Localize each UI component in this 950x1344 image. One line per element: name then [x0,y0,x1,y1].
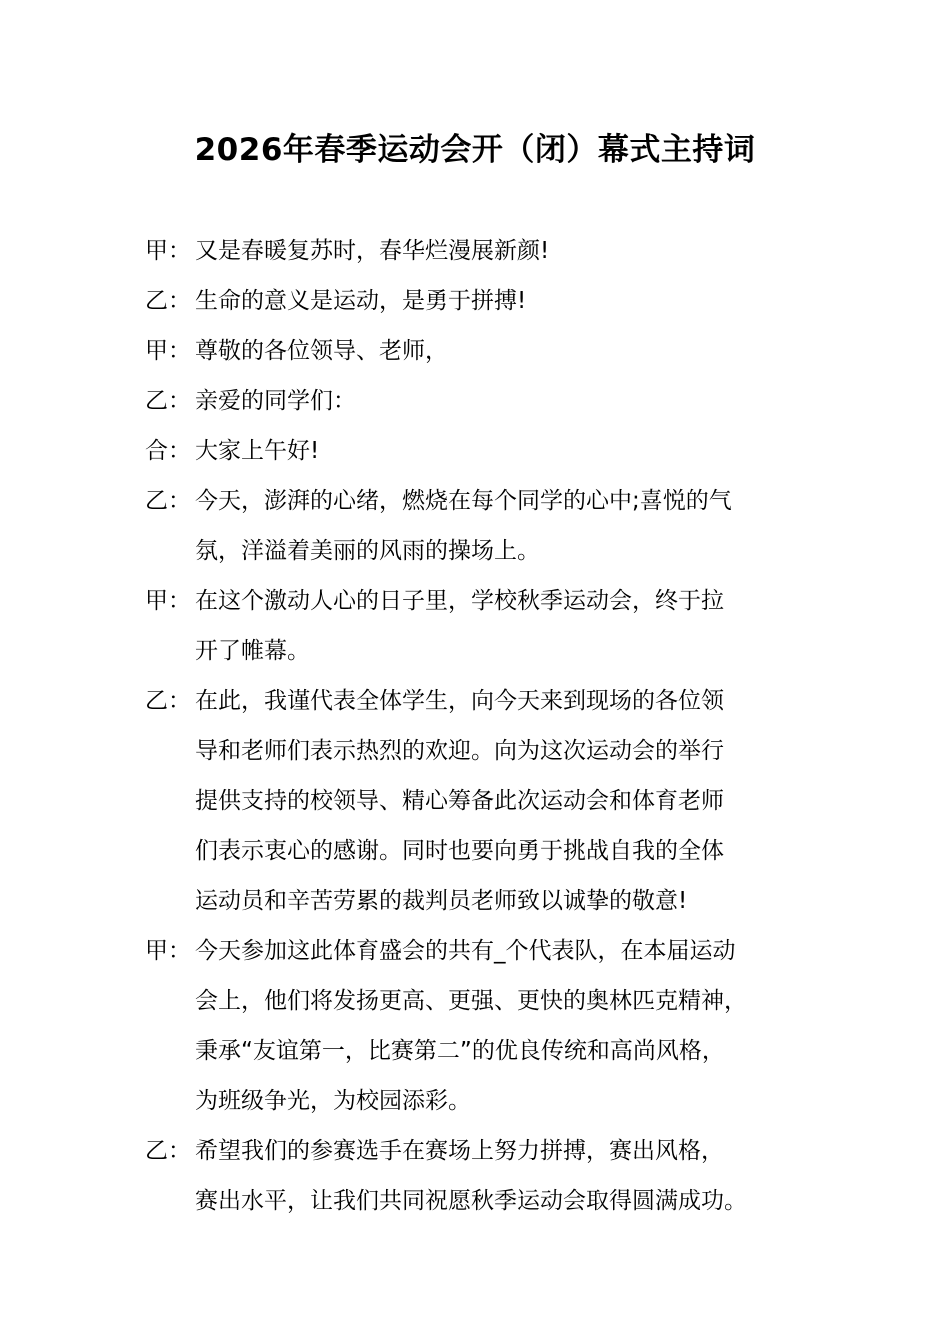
dialogue-line: 会上，他们将发扬更高、更强、更快的奥林匹克精神， [195,988,747,1014]
dialogue-line: 亲爱的同学们： [195,388,356,414]
dialogue-line: 在此，我谨代表全体学生，向今天来到现场的各位领 [195,688,724,714]
dialogue-line: 开了帷幕。 [195,638,310,664]
dialogue-paragraph [145,476,835,576]
dialogue-paragraph [145,376,835,426]
speaker-label: 甲： [145,238,191,264]
speaker-label: 甲： [145,338,191,364]
dialogue-paragraph [145,276,835,326]
speaker-label: 乙： [145,288,191,314]
dialogue-line: 生命的意义是运动，是勇于拼搏! [195,288,527,314]
dialogue-paragraph [145,926,835,1126]
speaker-label: 乙： [145,488,191,514]
dialogue-paragraph [145,226,835,276]
dialogue-line: 为班级争光，为校园添彩。 [195,1088,471,1114]
dialogue-line: 希望我们的参赛选手在赛场上努力拼搏，赛出风格， [195,1138,724,1164]
dialogue-line: 们表示衷心的感谢。同时也要向勇于挑战自我的全体 [195,838,724,864]
dialogue-line: 导和老师们表示热烈的欢迎。向为这次运动会的举行 [195,738,724,764]
document-body [145,226,835,1226]
dialogue-paragraph [145,326,835,376]
speaker-label: 合： [145,438,191,464]
dialogue-line: 氛，洋溢着美丽的风雨的操场上。 [195,538,540,564]
speaker-label: 乙： [145,688,191,714]
speaker-label: 乙： [145,1138,191,1164]
dialogue-line: 在这个激动人心的日子里，学校秋季运动会，终于拉 [195,588,724,614]
speaker-label: 甲： [145,938,191,964]
document-title: 2026年春季运动会开（闭）幕式主持词 [194,132,756,168]
dialogue-line: 赛出水平，让我们共同祝愿秋季运动会取得圆满成功。 [195,1188,747,1214]
dialogue-paragraph [145,1126,835,1226]
speaker-label: 乙： [145,388,191,414]
dialogue-line: 今天参加这此体育盛会的共有_个代表队，在本届运动 [195,938,736,964]
dialogue-line: 今天，澎湃的心绪，燃烧在每个同学的心中;喜悦的气 [195,488,732,514]
dialogue-line: 提供支持的校领导、精心筹备此次运动会和体育老师 [195,788,724,814]
dialogue-paragraph [145,426,835,476]
dialogue-line: 大家上午好! [195,438,320,464]
dialogue-line: 尊敬的各位领导、老师， [195,338,448,364]
dialogue-paragraph [145,576,835,676]
dialogue-line: 运动员和辛苦劳累的裁判员老师致以诚挚的敬意! [195,888,688,914]
dialogue-paragraph [145,676,835,926]
speaker-label: 甲： [145,588,191,614]
dialogue-line: 秉承“友谊第一，比赛第二”的优良传统和高尚风格， [195,1038,725,1064]
dialogue-line: 又是春暖复苏时，春华烂漫展新颜! [195,238,550,264]
